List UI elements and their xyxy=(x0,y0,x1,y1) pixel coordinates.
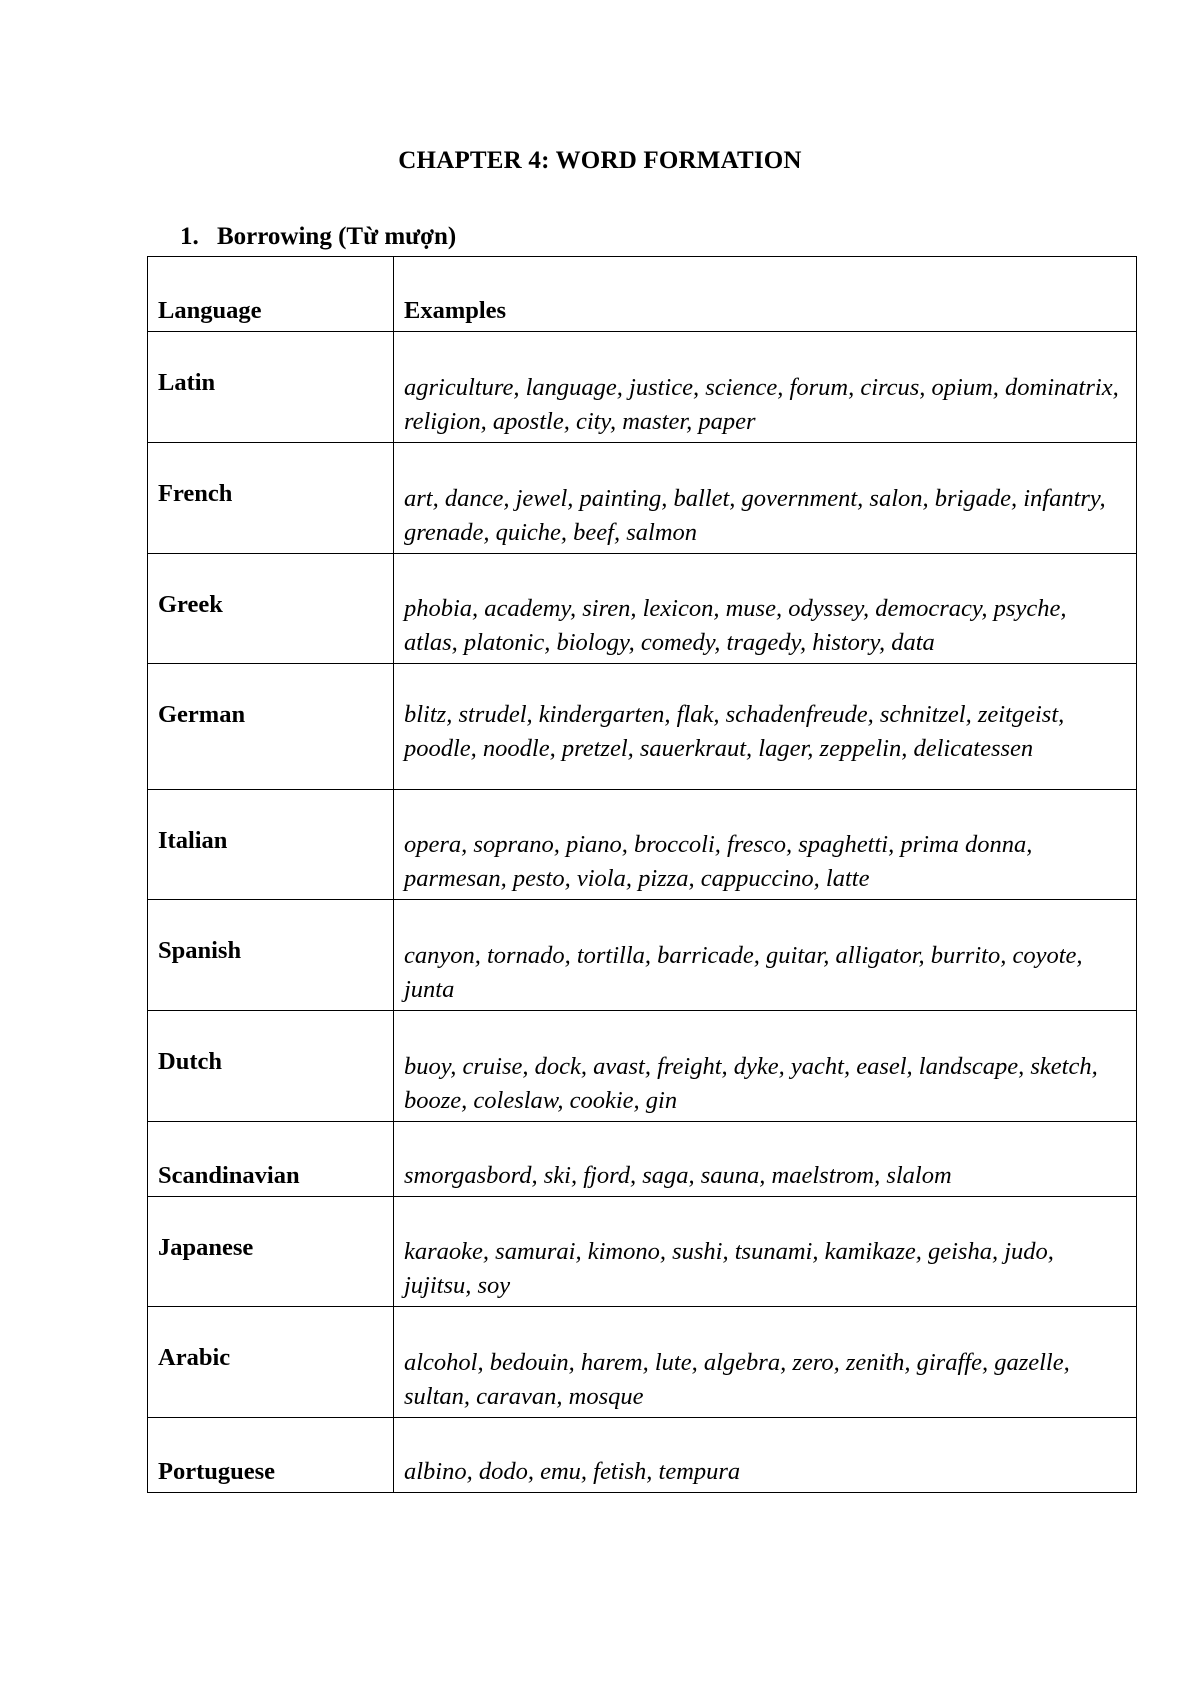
language-name: Arabic xyxy=(158,1344,231,1371)
table-row xyxy=(148,790,1137,900)
table-header-row xyxy=(148,257,1137,332)
table-row xyxy=(148,554,1137,664)
language-name: Latin xyxy=(158,369,216,396)
table-row xyxy=(148,1197,1137,1307)
examples-cell: buoy, cruise, dock, avast, freight, dyke, yacht, easel, landscape, sketch, booze, coleslaw, cookie, gin xyxy=(394,1011,1137,1122)
section-heading xyxy=(180,222,456,252)
examples-cell: karaoke, samurai, kimono, sushi, tsunami, kamikaze, geisha, judo, jujitsu, soy xyxy=(394,1197,1137,1307)
examples-cell: canyon, tornado, tortilla, barricade, guitar, alligator, burrito, coyote, junta xyxy=(394,900,1137,1011)
language-name: Italian xyxy=(158,827,228,854)
header-examples: Examples xyxy=(394,257,1137,332)
language-cell xyxy=(148,332,394,443)
examples-cell: smorgasbord, ski, fjord, saga, sauna, maelstrom, slalom xyxy=(394,1122,1137,1197)
language-cell xyxy=(148,664,394,790)
table-row xyxy=(148,1011,1137,1122)
examples-cell: albino, dodo, emu, fetish, tempura xyxy=(394,1418,1137,1493)
language-cell xyxy=(148,1197,394,1307)
examples-cell: agriculture, language, justice, science, forum, circus, opium, dominatrix, religion, apostle, city, master, paper xyxy=(394,332,1137,443)
language-name: Dutch xyxy=(158,1048,222,1075)
examples-cell: alcohol, bedouin, harem, lute, algebra, zero, zenith, giraffe, gazelle, sultan, caravan, mosque xyxy=(394,1307,1137,1418)
section-number: 1. xyxy=(180,223,199,250)
language-cell xyxy=(148,1011,394,1122)
table-row xyxy=(148,900,1137,1011)
language-cell: Portuguese xyxy=(148,1418,394,1493)
table-row xyxy=(148,1122,1137,1197)
language-name: German xyxy=(158,701,246,728)
language-name: Greek xyxy=(158,591,223,618)
page-title: CHAPTER 4: WORD FORMATION xyxy=(398,147,802,174)
header-language: Language xyxy=(148,257,394,332)
language-cell xyxy=(148,1307,394,1418)
table-row xyxy=(148,443,1137,554)
language-cell xyxy=(148,790,394,900)
examples-cell: opera, soprano, piano, broccoli, fresco, spaghetti, prima donna, parmesan, pesto, viola, pizza, cappuccino, latte xyxy=(394,790,1137,900)
table-row xyxy=(148,664,1137,790)
table-row xyxy=(148,332,1137,443)
language-cell xyxy=(148,443,394,554)
language-cell xyxy=(148,900,394,1011)
examples-cell xyxy=(394,664,1137,790)
language-name: French xyxy=(158,480,233,507)
language-name: Japanese xyxy=(158,1234,254,1261)
borrowing-table xyxy=(147,256,1137,1493)
examples-cell: art, dance, jewel, painting, ballet, government, salon, brigade, infantry, grenade, quiche, beef, salmon xyxy=(394,443,1137,554)
table-row xyxy=(148,1307,1137,1418)
language-name: Spanish xyxy=(158,937,242,964)
section-heading-text: Borrowing (Từ mượn) xyxy=(217,223,457,250)
table-row xyxy=(148,1418,1137,1493)
examples-text: blitz, strudel, kindergarten, flak, schadenfreude, schnitzel, zeitgeist, poodle, noodle, pretzel, sauerkraut, lager, zeppelin, delicatessen xyxy=(404,701,1065,762)
examples-cell: phobia, academy, siren, lexicon, muse, odyssey, democracy, psyche, atlas, platonic, biology, comedy, tragedy, history, data xyxy=(394,554,1137,664)
language-cell: Scandinavian xyxy=(148,1122,394,1197)
language-cell xyxy=(148,554,394,664)
